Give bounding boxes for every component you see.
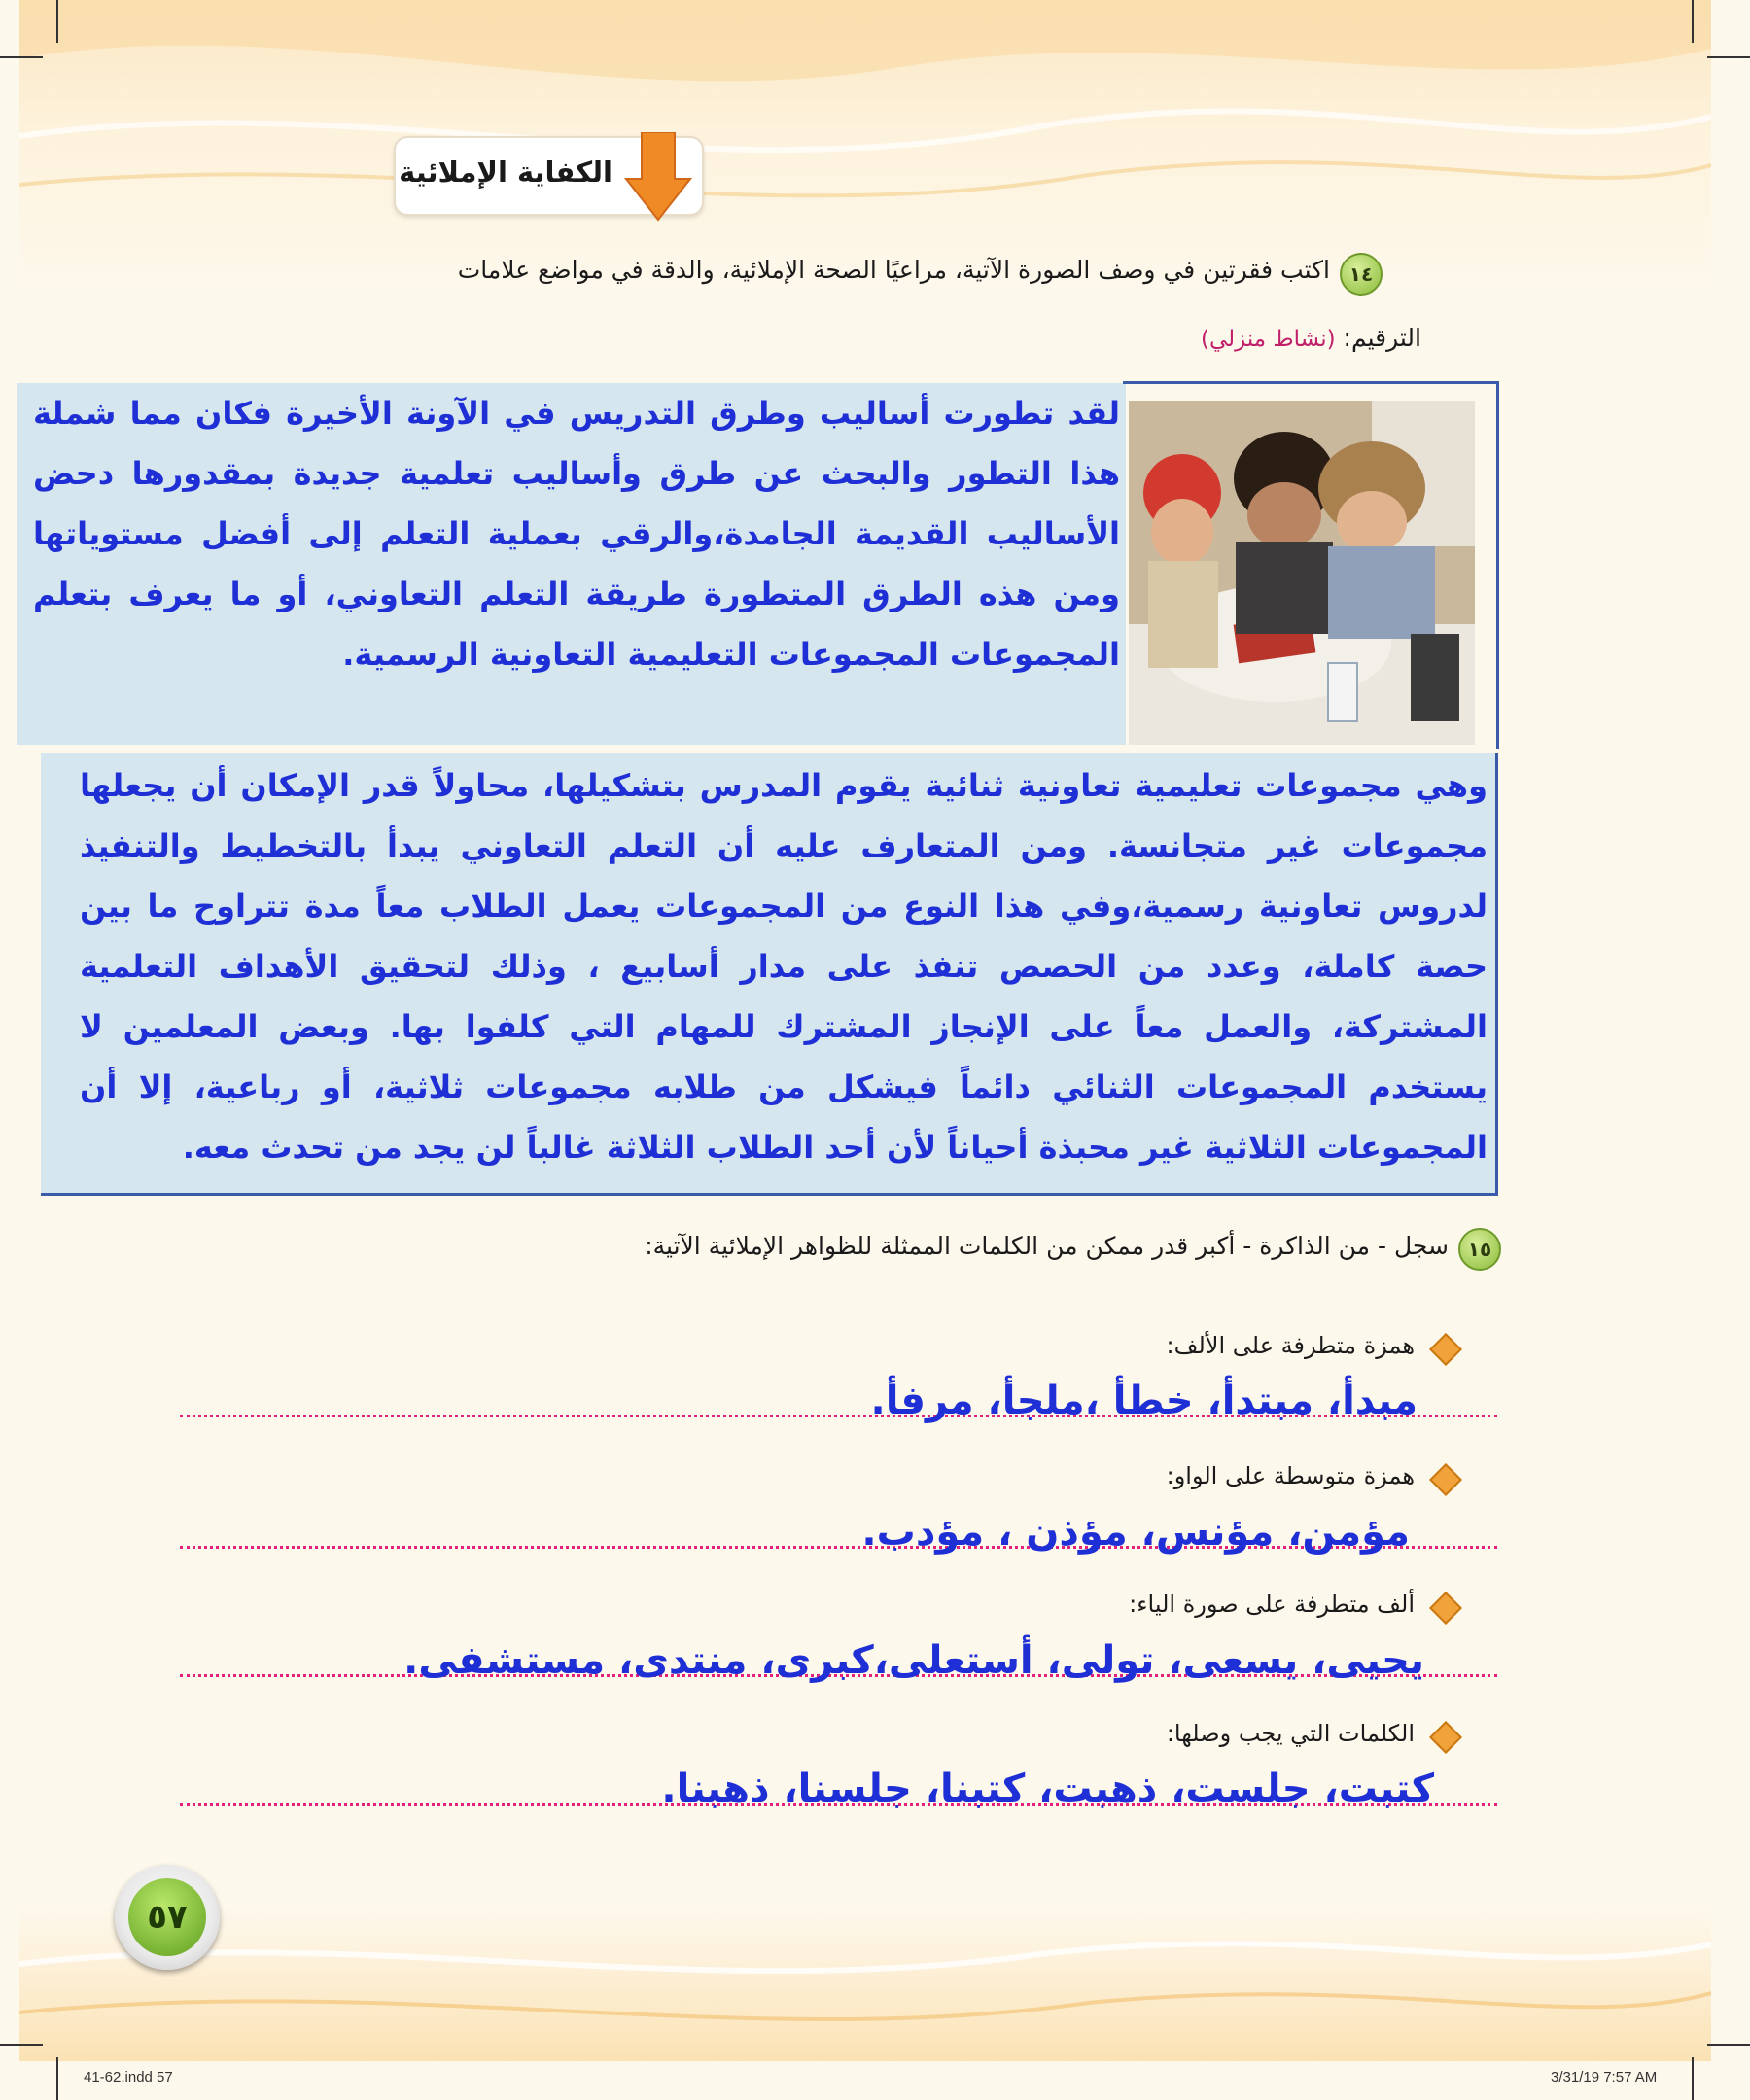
- crop-mark: [1692, 2057, 1694, 2100]
- crop-mark: [1692, 0, 1694, 43]
- item-label: ألف متطرفة على صورة الياء:: [1129, 1591, 1415, 1618]
- crop-mark: [56, 2057, 58, 2100]
- students-photo: [1129, 401, 1475, 745]
- answer-words: مؤمن، مؤنس، مؤذن ، مؤدب.: [861, 1510, 1410, 1555]
- page-number: ٥٧: [128, 1878, 206, 1956]
- crop-mark: [0, 56, 43, 58]
- orange-diamond-icon: [1429, 1333, 1462, 1366]
- crop-mark: [1707, 56, 1750, 58]
- orange-diamond-icon: [1429, 1592, 1462, 1625]
- question-14-text-cont: [1201, 324, 1421, 352]
- question-15-number: ١٥: [1458, 1228, 1501, 1271]
- answer-words: يحيى، يسعى، تولى، أستعلى،كبرى، منتدى، مستشفى.: [403, 1638, 1424, 1683]
- top-decorative-band: [19, 0, 1711, 292]
- question-14-text: اكتب فقرتين في وصف الصورة الآتية، مراعيًا الصحة الإملائية، والدقة في مواضع علامات: [457, 256, 1330, 284]
- page-number-badge: [115, 1865, 220, 1970]
- orange-diamond-icon: [1429, 1463, 1462, 1496]
- crop-mark: [0, 2044, 43, 2046]
- punctuation-label: الترقيم:: [1343, 324, 1421, 352]
- home-activity-label: (نشاط منزلي): [1200, 327, 1336, 352]
- footer-datetime: 3/31/19 7:57 AM: [1551, 2069, 1658, 2085]
- orange-down-arrow-icon: [624, 132, 692, 226]
- item-label: الكلمات التي يجب وصلها:: [1166, 1720, 1415, 1747]
- item-label: همزة متوسطة على الواو:: [1166, 1462, 1415, 1489]
- answer-paragraph-1: لقد تطورت أساليب وطرق التدريس في الآونة الأخيرة فكان مما شملة هذا التطور والبحث عن طرق وأساليب تعلمية جديدة بمقدورها دحض الأساليب القديمة الجامدة،والرقي بعملية التعلم إلى أفضل مستوياتها ومن هذه الطرق المتطورة طريقة التعلم التعاوني، أو ما يعرف بتعلم المجموعات المجموعات التعليمية التعاونية الرسمية.: [33, 395, 1120, 673]
- crop-mark: [56, 0, 58, 43]
- bottom-decorative-band: [19, 1906, 1711, 2061]
- orange-diamond-icon: [1429, 1721, 1462, 1754]
- item-label: همزة متطرفة على الألف:: [1166, 1332, 1415, 1359]
- section-heading-tag: [394, 136, 704, 216]
- answer-words: كتبت، جلست، ذهبت، كتبنا، جلسنا، ذهبنا.: [661, 1767, 1434, 1811]
- crop-mark: [1707, 2044, 1750, 2046]
- footer-file-info: 41-62.indd 57: [84, 2069, 173, 2085]
- answer-words: مبدأ، مبتدأ، خطأ ،ملجأ، مرفأ.: [870, 1379, 1418, 1423]
- question-15-text: سجل - من الذاكرة - أكبر قدر ممكن من الكلمات الممثلة للظواهر الإملائية الآتية:: [645, 1232, 1449, 1260]
- answer-paragraph-2: وهي مجموعات تعليمية تعاونية ثنائية يقوم المدرس بتشكيلها، محاولاً قدر الإمكان أن يجعلها مجموعات غير متجانسة. ومن المتعارف عليه أن التعلم التعاوني يبدأ بالتخطيط والتنفيذ لدروس تعاونية رسمية،وفي هذا النوع من المجموعات يعمل الطلاب معاً مدة تتراوح ما بين حصة كاملة، وعدد من الحصص تنفذ على مدار أسابيع ، وذلك لتحقيق الأهداف التعلمية المشتركة، والعمل معاً على الإنجاز المشترك للمهام التي كلفوا بها. وبعض المعلمين لا يستخدم المجموعات الثنائي دائماً فيشكل من طلابه مجموعات ثلاثية، أو رباعية، إلا أن المجموعات الثلاثية غير محبذة أحياناً لأن أحد الطلاب الثلاثة غالباً لن يجد من تحدث معه.: [80, 767, 1488, 1166]
- section-title: الكفاية الإملائية: [399, 156, 612, 189]
- question-14-number: ١٤: [1340, 253, 1382, 296]
